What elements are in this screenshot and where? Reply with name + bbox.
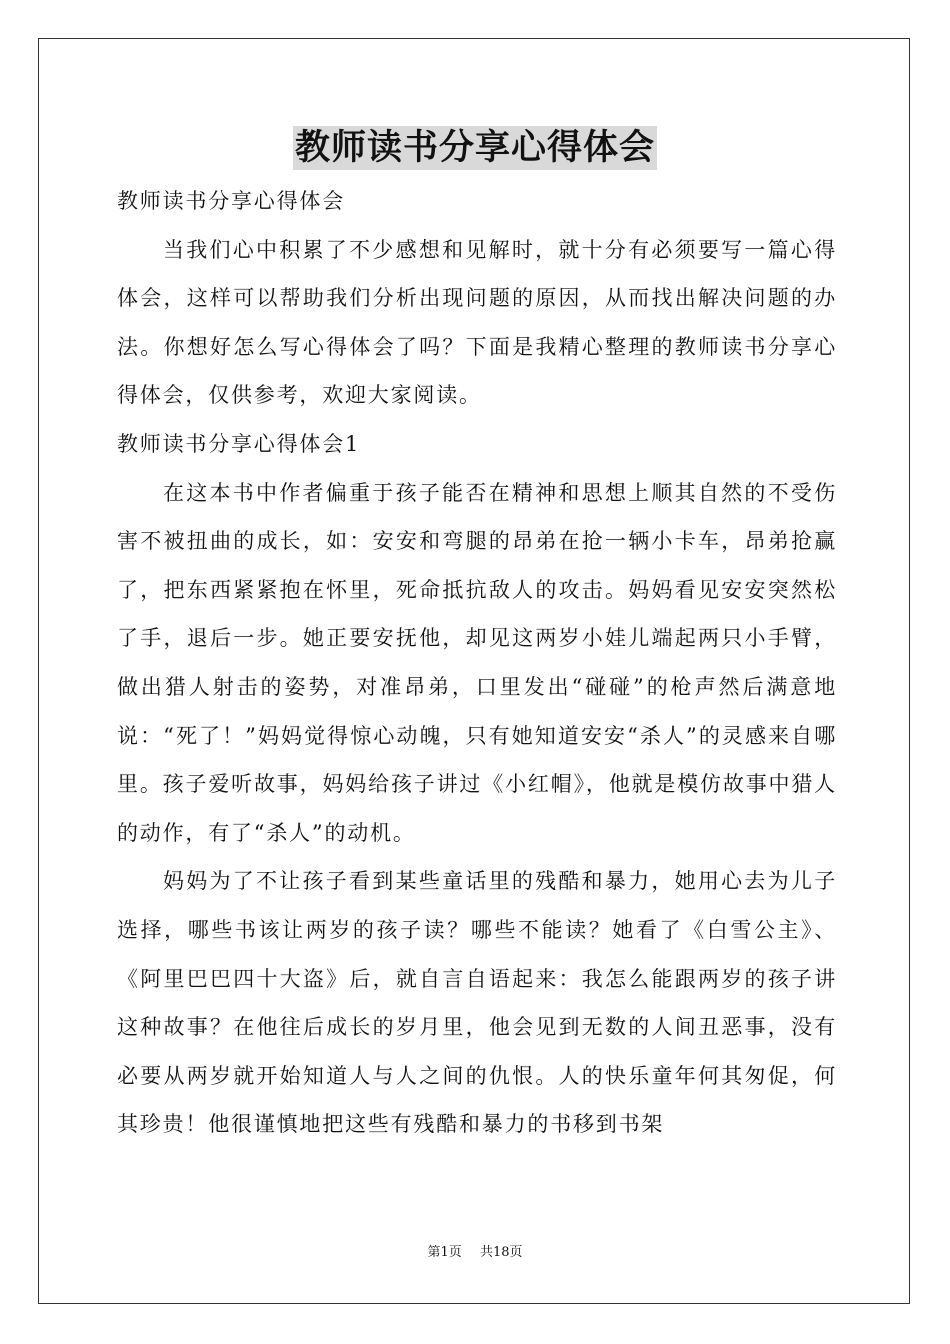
body-paragraph-1: 在这本书中作者偏重于孩子能否在精神和思想上顺其自然的不受伤害不被扭曲的成长，如：安安和弯腿的昂弟在抢一辆小卡车，昂弟抢赢了，把东西紧紧抱在怀里，死命抵抗敌人的攻击。妈妈看见安安突然松了手，退后一步。她正要安抚他，却见这两岁小娃儿端起两只小手臂，做出猎人射击的姿势，对准昂弟，口里发出“碰碰”的枪声然后满意地说：“死了！”妈妈觉得惊心动魄，只有她知道安安“杀人”的灵感来自哪里。孩子爱听故事，妈妈给孩子讲过《小红帽》，他就是模仿故事中猎人的动作，有了“杀人”的动机。 (117, 480, 837, 845)
page-footer (0, 1245, 950, 1261)
page-number: 第1页 (427, 1245, 462, 1260)
page-total: 共18页 (479, 1245, 523, 1260)
body-paragraph-2: 妈妈为了不让孩子看到某些童话里的残酷和暴力，她用心去为儿子选择，哪些书该让两岁的孩子读？哪些不能读？她看了《白雪公主》、《阿里巴巴四十大盗》后，就自言自语起来：我怎么能跟两岁的孩子讲这种故事？在他往后成长的岁月里，他会见到无数的人间丑恶事，没有必要从两岁就开始知道人与人之间的仇恨。人的快乐童年何其匆促，何其珍贵！他很谨慎地把这些有残酷和暴力的书移到书架 (117, 869, 837, 1137)
section-heading: 教师读书分享心得体会1 (117, 431, 361, 456)
document-subtitle: 教师读书分享心得体会 (117, 189, 345, 213)
document-body (117, 177, 837, 1149)
intro-paragraph: 当我们心中积累了不少感想和见解时，就十分有必须要写一篇心得体会，这样可以帮助我们分析出现问题的原因，从而找出解决问题的办法。你想好怎么写心得体会了吗？下面是我精心整理的教师读书分享心得体会，仅供参考，欢迎大家阅读。 (117, 237, 837, 408)
document-title (0, 126, 950, 170)
document-title-text: 教师读书分享心得体会 (294, 127, 655, 168)
